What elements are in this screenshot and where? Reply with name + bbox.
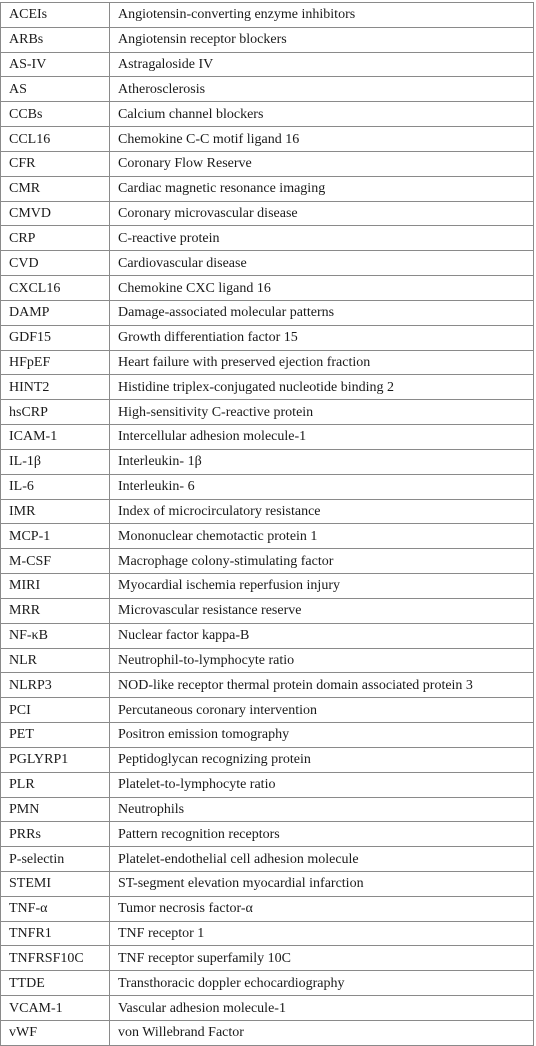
table-row: [1, 325, 534, 350]
table-row: [1, 276, 534, 301]
table-row: [1, 176, 534, 201]
abbreviation-cell: IL-6: [1, 474, 110, 499]
abbreviation-cell: AS-IV: [1, 52, 110, 77]
abbreviation-cell: CRP: [1, 226, 110, 251]
definition-cell: Chemokine CXC ligand 16: [110, 276, 534, 301]
abbreviation-cell: CVD: [1, 251, 110, 276]
table-row: [1, 77, 534, 102]
definition-cell: Peptidoglycan recognizing protein: [110, 747, 534, 772]
definition-cell: Transthoracic doppler echocardiography: [110, 971, 534, 996]
table-row: [1, 921, 534, 946]
definition-cell: Microvascular resistance reserve: [110, 598, 534, 623]
definition-cell: Coronary microvascular disease: [110, 201, 534, 226]
table-row: [1, 623, 534, 648]
abbreviation-cell: HFpEF: [1, 350, 110, 375]
abbreviation-cell: ARBs: [1, 27, 110, 52]
definition-cell: Cardiac magnetic resonance imaging: [110, 176, 534, 201]
table-row: [1, 673, 534, 698]
definition-cell: Platelet-to-lymphocyte ratio: [110, 772, 534, 797]
table-row: [1, 400, 534, 425]
definition-cell: Myocardial ischemia reperfusion injury: [110, 574, 534, 599]
table-row: [1, 226, 534, 251]
definition-cell: Percutaneous coronary intervention: [110, 698, 534, 723]
table-row: [1, 747, 534, 772]
abbreviation-cell: GDF15: [1, 325, 110, 350]
abbreviation-cell: NLRP3: [1, 673, 110, 698]
table-row: [1, 52, 534, 77]
table-row: [1, 648, 534, 673]
definition-cell: Intercellular adhesion molecule-1: [110, 425, 534, 450]
definition-cell: Astragaloside IV: [110, 52, 534, 77]
abbreviation-cell: HINT2: [1, 375, 110, 400]
abbreviations-table-body: [1, 3, 534, 1046]
abbreviation-cell: MIRI: [1, 574, 110, 599]
definition-cell: C-reactive protein: [110, 226, 534, 251]
abbreviation-cell: TTDE: [1, 971, 110, 996]
table-row: [1, 946, 534, 971]
table-row: [1, 896, 534, 921]
definition-cell: Positron emission tomography: [110, 723, 534, 748]
definition-cell: Macrophage colony-stimulating factor: [110, 549, 534, 574]
abbreviation-cell: PGLYRP1: [1, 747, 110, 772]
abbreviation-cell: DAMP: [1, 300, 110, 325]
definition-cell: ST-segment elevation myocardial infarction: [110, 871, 534, 896]
table-row: [1, 499, 534, 524]
abbreviation-cell: TNF-α: [1, 896, 110, 921]
table-row: [1, 350, 534, 375]
abbreviation-cell: PMN: [1, 797, 110, 822]
definition-cell: Cardiovascular disease: [110, 251, 534, 276]
table-row: [1, 1020, 534, 1045]
abbreviation-cell: vWF: [1, 1020, 110, 1045]
table-row: [1, 822, 534, 847]
abbreviation-cell: PET: [1, 723, 110, 748]
abbreviation-cell: NF-κB: [1, 623, 110, 648]
table-row: [1, 251, 534, 276]
abbreviation-cell: CFR: [1, 151, 110, 176]
definition-cell: Heart failure with preserved ejection fraction: [110, 350, 534, 375]
table-row: [1, 102, 534, 127]
abbreviation-cell: P-selectin: [1, 847, 110, 872]
abbreviation-cell: CCBs: [1, 102, 110, 127]
table-row: [1, 772, 534, 797]
table-row: [1, 847, 534, 872]
definition-cell: Tumor necrosis factor-α: [110, 896, 534, 921]
definition-cell: Calcium channel blockers: [110, 102, 534, 127]
definition-cell: TNF receptor 1: [110, 921, 534, 946]
table-row: [1, 996, 534, 1021]
definition-cell: Interleukin- 6: [110, 474, 534, 499]
abbreviation-cell: CXCL16: [1, 276, 110, 301]
abbreviation-cell: PLR: [1, 772, 110, 797]
table-row: [1, 425, 534, 450]
abbreviation-cell: AS: [1, 77, 110, 102]
definition-cell: Platelet-endothelial cell adhesion molecule: [110, 847, 534, 872]
table-row: [1, 797, 534, 822]
abbreviation-cell: VCAM-1: [1, 996, 110, 1021]
table-row: [1, 474, 534, 499]
definition-cell: Nuclear factor kappa-B: [110, 623, 534, 648]
definition-cell: Chemokine C-C motif ligand 16: [110, 127, 534, 152]
table-row: [1, 3, 534, 28]
table-row: [1, 151, 534, 176]
table-row: [1, 598, 534, 623]
abbreviation-cell: CCL16: [1, 127, 110, 152]
abbreviation-cell: hsCRP: [1, 400, 110, 425]
table-row: [1, 27, 534, 52]
table-row: [1, 574, 534, 599]
table-row: [1, 971, 534, 996]
table-row: [1, 375, 534, 400]
abbreviation-cell: ACEIs: [1, 3, 110, 28]
abbreviation-cell: CMR: [1, 176, 110, 201]
definition-cell: Index of microcirculatory resistance: [110, 499, 534, 524]
table-row: [1, 127, 534, 152]
abbreviation-cell: M-CSF: [1, 549, 110, 574]
table-row: [1, 300, 534, 325]
definition-cell: High-sensitivity C-reactive protein: [110, 400, 534, 425]
definition-cell: Damage-associated molecular patterns: [110, 300, 534, 325]
table-row: [1, 871, 534, 896]
definition-cell: Growth differentiation factor 15: [110, 325, 534, 350]
table-row: [1, 201, 534, 226]
definition-cell: Atherosclerosis: [110, 77, 534, 102]
abbreviation-cell: TNFR1: [1, 921, 110, 946]
definition-cell: Angiotensin-converting enzyme inhibitors: [110, 3, 534, 28]
abbreviation-cell: PCI: [1, 698, 110, 723]
abbreviation-cell: TNFRSF10C: [1, 946, 110, 971]
abbreviation-cell: NLR: [1, 648, 110, 673]
table-row: [1, 549, 534, 574]
definition-cell: Vascular adhesion molecule-1: [110, 996, 534, 1021]
abbreviations-table: [0, 2, 534, 1046]
table-row: [1, 449, 534, 474]
abbreviation-cell: STEMI: [1, 871, 110, 896]
definition-cell: von Willebrand Factor: [110, 1020, 534, 1045]
definition-cell: Interleukin- 1β: [110, 449, 534, 474]
definition-cell: Pattern recognition receptors: [110, 822, 534, 847]
abbreviation-cell: MRR: [1, 598, 110, 623]
table-row: [1, 723, 534, 748]
table-row: [1, 698, 534, 723]
definition-cell: NOD-like receptor thermal protein domain associated protein 3: [110, 673, 534, 698]
definition-cell: TNF receptor superfamily 10C: [110, 946, 534, 971]
abbreviation-cell: IL-1β: [1, 449, 110, 474]
definition-cell: Histidine triplex-conjugated nucleotide binding 2: [110, 375, 534, 400]
abbreviation-cell: ICAM-1: [1, 425, 110, 450]
abbreviation-cell: PRRs: [1, 822, 110, 847]
definition-cell: Neutrophils: [110, 797, 534, 822]
abbreviation-cell: CMVD: [1, 201, 110, 226]
abbreviation-cell: MCP-1: [1, 524, 110, 549]
definition-cell: Angiotensin receptor blockers: [110, 27, 534, 52]
definition-cell: Mononuclear chemotactic protein 1: [110, 524, 534, 549]
abbreviation-cell: IMR: [1, 499, 110, 524]
table-row: [1, 524, 534, 549]
definition-cell: Coronary Flow Reserve: [110, 151, 534, 176]
definition-cell: Neutrophil-to-lymphocyte ratio: [110, 648, 534, 673]
